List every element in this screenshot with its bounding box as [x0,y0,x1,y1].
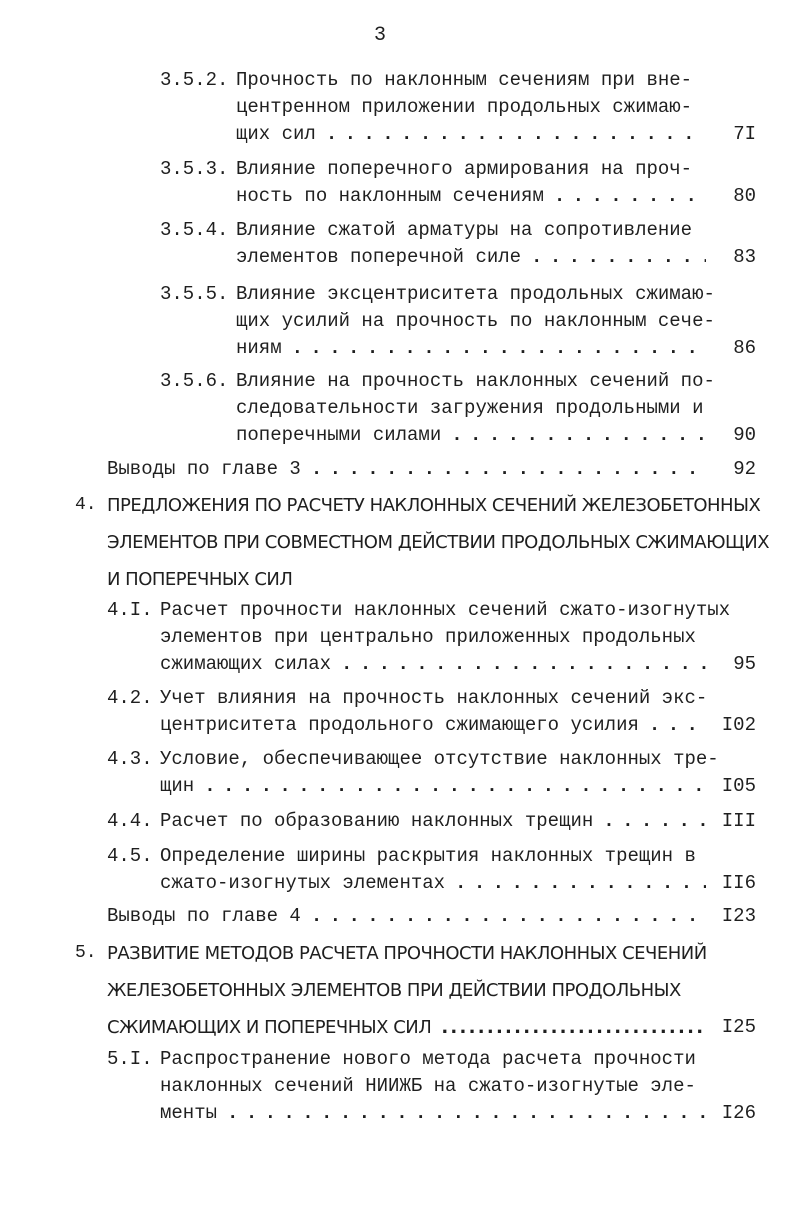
toc-entry-page: 95 [733,653,756,675]
toc-entry-page: I26 [721,1102,756,1124]
page-number: 3 [373,24,386,47]
toc-entry-number: 5.I. [107,1048,153,1070]
toc-entry-page: III [721,810,756,832]
toc-entry-page: I23 [721,905,756,927]
toc-entry-title: РАЗВИТИЕ МЕТОДОВ РАСЧЕТА ПРОЧНОСТИ НАКЛОННЫХ СЕЧЕНИЙ ЖЕЛЕЗОБЕТОННЫХ ЭЛЕМЕНТОВ ПРИ ДЕЙСТВИИ ПРОДОЛЬНЫХ СЖИМАЮЩИХ И ПОПЕРЕЧНЫХ СИЛ . . . [107,935,706,1046]
toc-entry-title: Расчет прочности наклонных сечений сжато-изогнутых элементов при центрально приложенных продольных сжимающих силах . . . [160,597,706,678]
toc-entry-title: Влияние эксцентриситета продольных сжимаю- щих усилий на прочность по наклонным сече- ниям . . . [236,281,706,362]
toc-entry-page: II6 [721,872,756,894]
toc-entry-page: 92 [733,458,756,480]
toc-entry-number: 5. [75,943,97,963]
toc-entry-title: Влияние поперечного армирования на проч- ность по наклонным сечениям . . . [236,156,706,210]
toc-entry-number: 4.4. [107,810,153,832]
toc-entry-number: 4.2. [107,687,153,709]
toc-entry-page: 80 [733,185,756,207]
toc-entry-page: 86 [733,337,756,359]
toc-entry-title: Определение ширины раскрытия наклонных трещин в сжато-изогнутых элементах . . . [160,843,706,897]
toc-entry-page: I02 [721,714,756,736]
toc-entry-title: ПРЕДЛОЖЕНИЯ ПО РАСЧЕТУ НАКЛОННЫХ СЕЧЕНИЙ ЖЕЛЕЗОБЕТОННЫХ ЭЛЕМЕНТОВ ПРИ СОВМЕСТНОМ ДЕЙСТВИИ ПРОДОЛЬНЫХ СЖИМАЮЩИХ И ПОПЕРЕЧНЫХ СИЛ [107,495,770,590]
toc-entry-title: Учет влияния на прочность наклонных сечений экс- центриситета продольного сжимающего усилия . . . [160,685,706,739]
toc-entry-title: Выводы по главе 3 . . . [107,456,706,483]
toc-entry-page: 90 [733,424,756,446]
toc-entry-number: 4.5. [107,845,153,867]
toc-entry-number: 3.5.2. [160,69,229,91]
toc-entry-title: Расчет по образованию наклонных трещин . . . [160,808,706,835]
toc-entry-title: Выводы по главе 4 . . . [107,903,706,930]
toc-entry-title: Условие, обеспечивающее отсутствие наклонных тре- щин . . . [160,746,706,800]
toc-entry-number: 3.5.6. [160,370,229,392]
toc-entry-number: 4. [75,495,97,515]
toc-entry-number: 4.I. [107,599,153,621]
toc-entry-number: 3.5.3. [160,158,229,180]
toc-entry-page: I25 [721,1016,756,1038]
toc-entry-title: Прочность по наклонным сечениям при вне- центренном приложении продольных сжимаю- щих сил . . . [236,67,706,148]
toc-entry-number: 3.5.4. [160,219,229,241]
toc-entry-title: Влияние сжатой арматуры на сопротивление элементов поперечной силе . . . [236,217,706,271]
toc-entry-number: 4.3. [107,748,153,770]
toc-entry-page: 7I [733,123,756,145]
toc-entry-title: Влияние на прочность наклонных сечений по- следовательности загружения продольными и поперечными силами . . . [236,368,706,449]
toc-entry-title: Распространение нового метода расчета прочности наклонных сечений НИИЖБ на сжато-изогнутые эле- менты . . . [160,1046,706,1127]
toc-entry-page: I05 [721,775,756,797]
toc-entry-number: 3.5.5. [160,283,229,305]
toc-entry-page: 83 [733,246,756,268]
